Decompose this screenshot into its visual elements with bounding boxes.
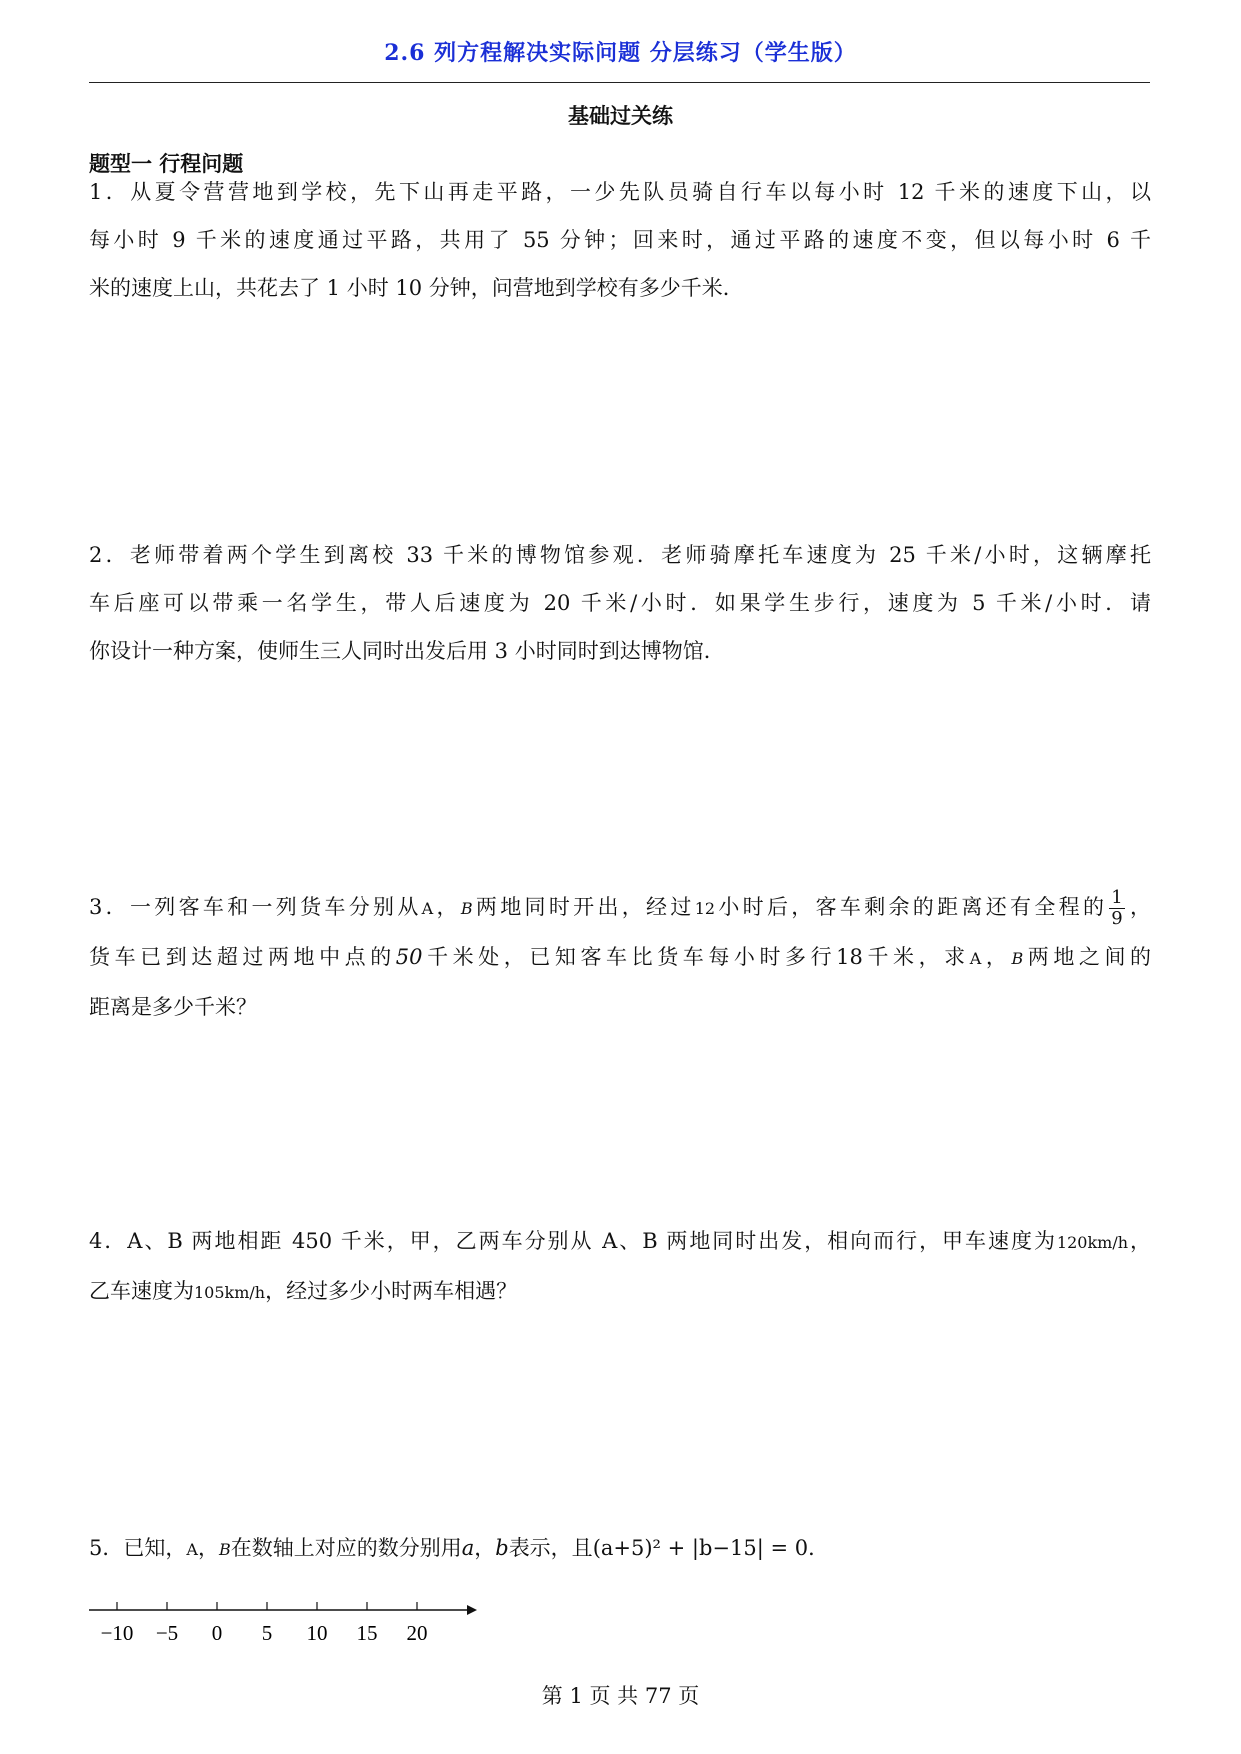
question-1 [89,168,1151,312]
number-line-tick-label: 0 [211,1621,223,1645]
header-rule [89,82,1150,83]
document-title: 2.6 列方程解决实际问题 分层练习（学生版） [384,40,857,66]
fraction-one-ninth: $\frac{1}{9}$ [1111,887,1123,929]
equation: (a+5)² + |b−15| = 0 [592,1536,809,1560]
question-3 [89,883,1151,1031]
number-line-tick-label: −5 [155,1621,179,1645]
number-line-arrow [467,1605,477,1615]
question-2-line-1: 2．老师带着两个学生到离校 33 千米的博物馆参观．老师骑摩托车速度为 25 千米/小时，这辆摩托 [89,543,1151,567]
number-line-tick-label: −10 [100,1621,134,1645]
question-2-line-3: 你设计一种方案，使师生三人同时出发后用 3 小时同时到达博物馆． [89,639,725,663]
question-1-line-3: 米的速度上山，共花去了 1 小时 10 分钟，问营地到学校有多少千米． [89,276,744,300]
number-line-tick-label: 5 [261,1621,273,1645]
number-line-tick-label: 20 [406,1621,428,1645]
question-4 [89,1217,1151,1317]
question-3-line-3: 距离是多少千米？ [89,995,257,1019]
page-footer: 第 1 页 共 77 页 [541,1684,700,1708]
question-4-line-1: 4．A、B 两地相距 450 千米，甲，乙两车分别从 A、B 两地同时出发，相向而行，甲车速度为120km/h， [89,1229,1152,1253]
question-5 [89,1524,1151,1574]
question-type-title: 题型一 行程问题 [89,151,244,176]
question-3-line-1: 3．一列客车和一列货车分别从A，B两地同时开出，经过12小时后，客车剩余的距离还有全程的 $\frac{1}{9}$ ， [89,887,1152,929]
number-line-tick-label: 15 [356,1621,378,1645]
question-3-line-2: 货车已到达超过两地中点的50千米处，已知客车比货车每小时多行18千米，求A，B两地之间的 [89,945,1152,969]
number-line-tick-label: 10 [306,1621,328,1645]
question-1-line-1: 1．从夏令营营地到学校，先下山再走平路，一少先队员骑自行车以每小时 12 千米的速度下山，以 [89,180,1151,204]
question-2 [89,531,1151,675]
question-1-line-2: 每小时 9 千米的速度通过平路，共用了 55 分钟；回来时，通过平路的速度不变，但以每小时 6 千 [89,228,1151,252]
question-5-line-1: 5．已知，A，B在数轴上对应的数分别用a，b表示，且(a+5)² + |b−15| = 0． [89,1536,830,1560]
question-4-line-2: 乙车速度为105km/h，经过多少小时两车相遇？ [89,1279,518,1303]
number-line [89,1600,489,1650]
section-title: 基础过关练 [568,103,673,128]
question-2-line-2: 车后座可以带乘一名学生，带人后速度为 20 千米/小时．如果学生步行，速度为 5 千米/小时．请 [89,591,1151,615]
